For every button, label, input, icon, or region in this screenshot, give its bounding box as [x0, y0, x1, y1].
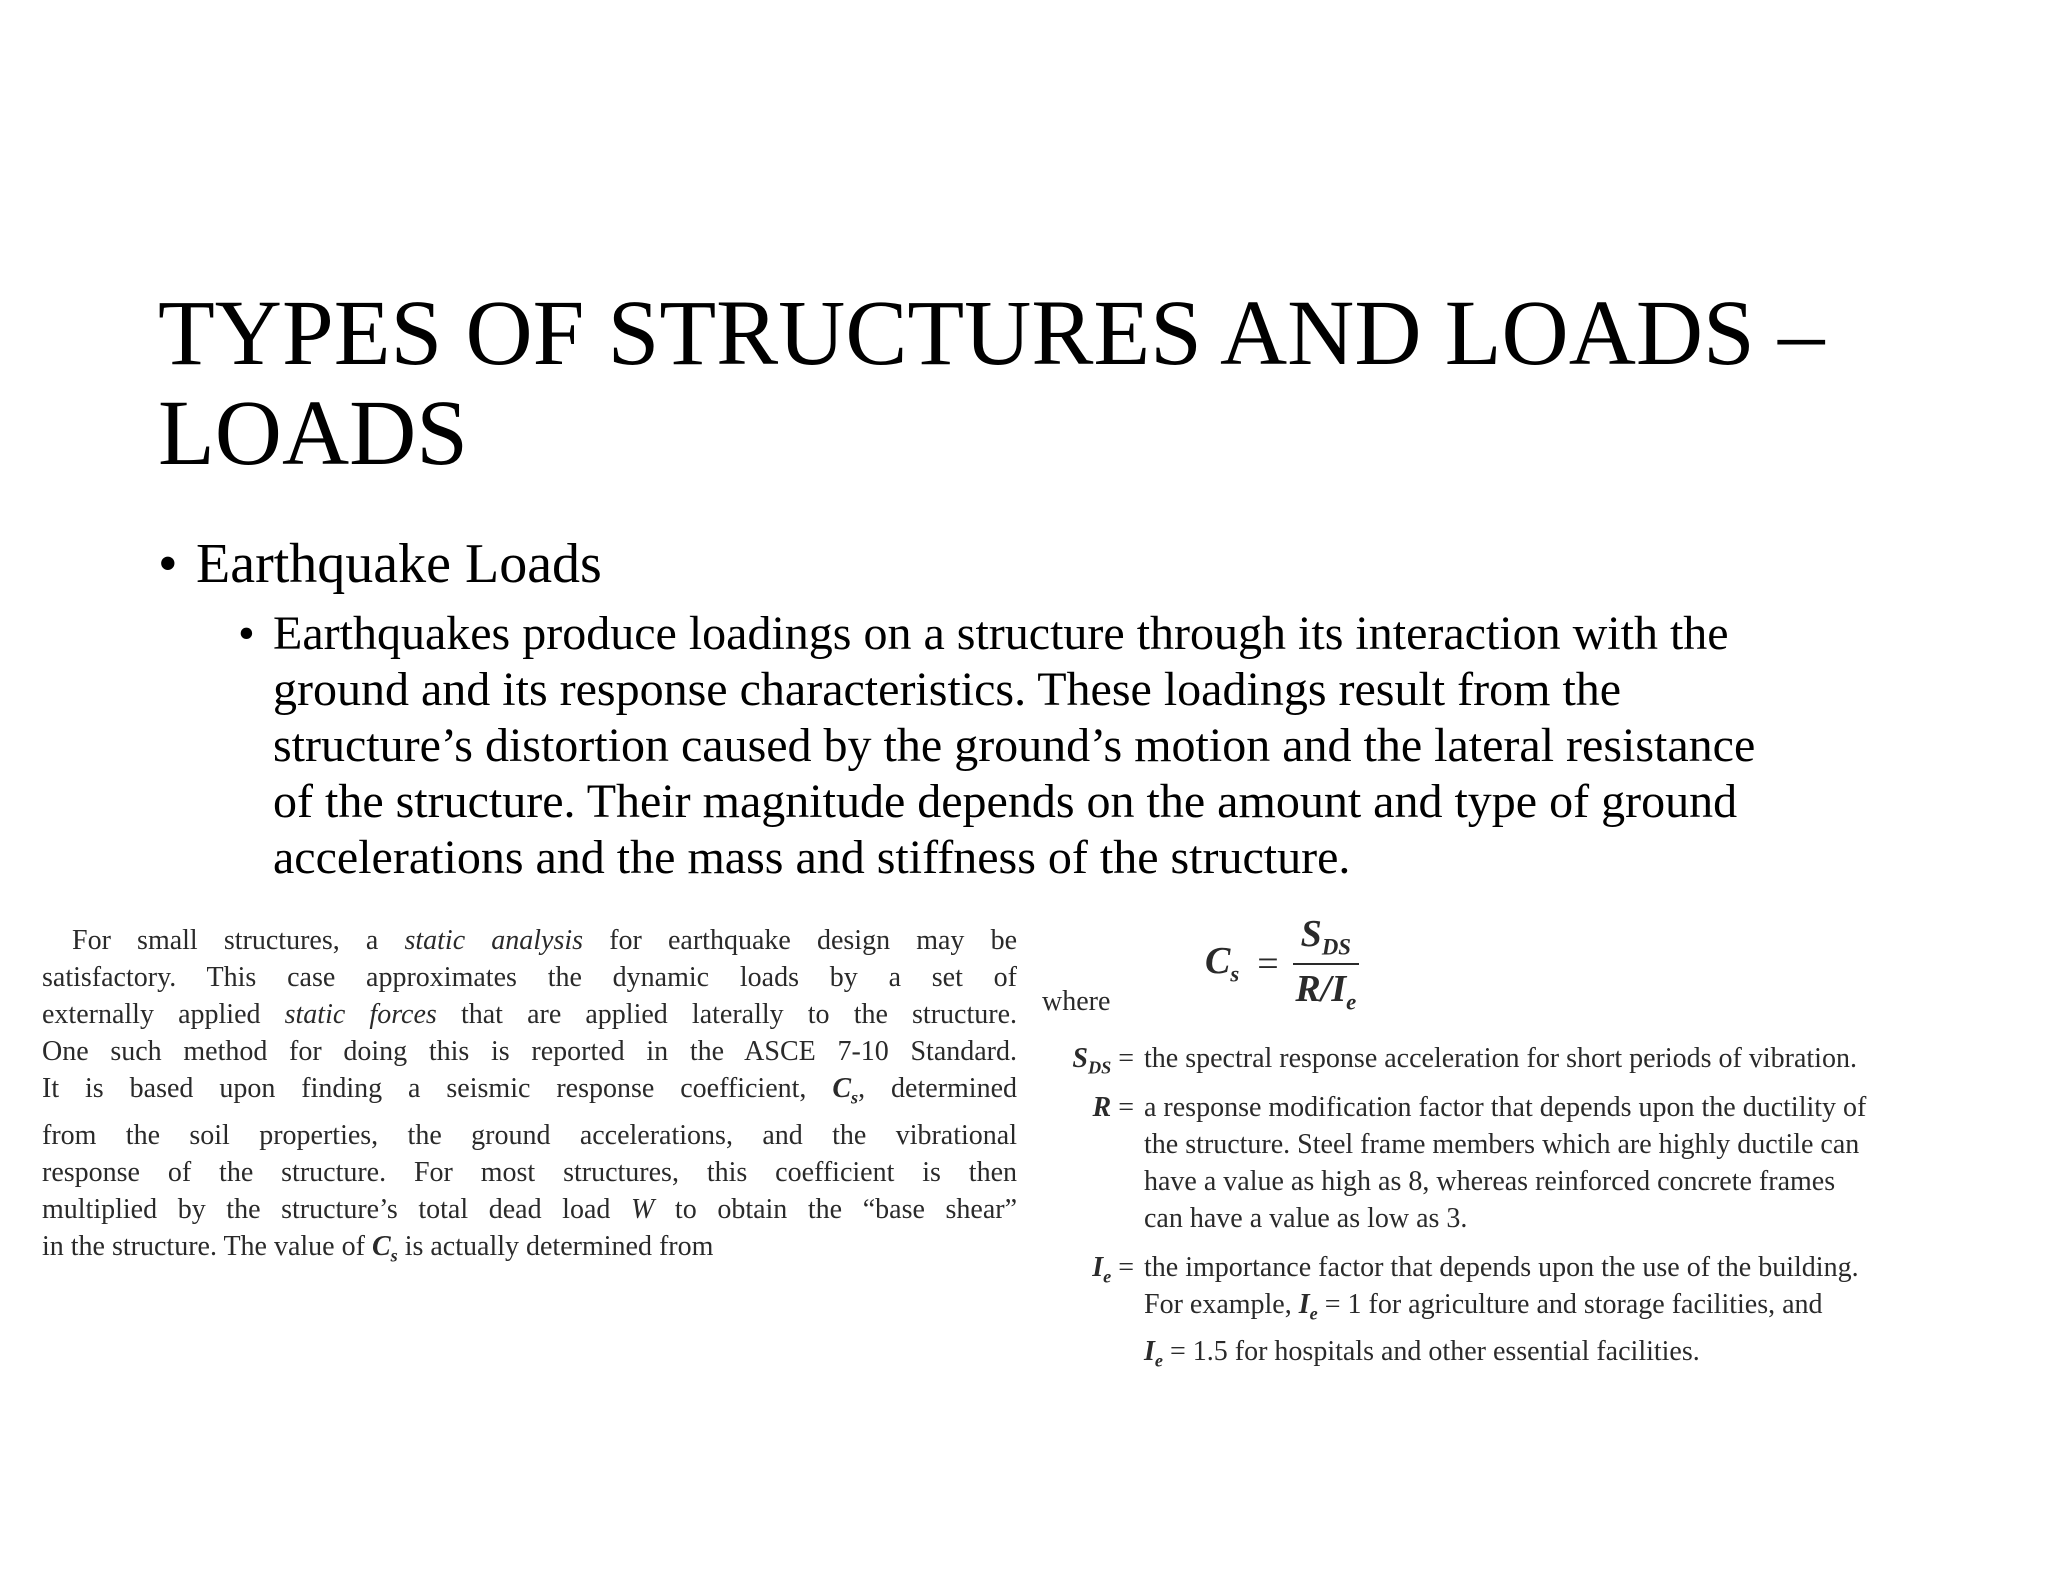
bullet-earthquake-loads	[158, 532, 602, 596]
equals-sign: =	[1257, 942, 1279, 985]
excerpt-line: multiplied by the structure’s total dead load W to obtain the “base shear”	[42, 1193, 1017, 1225]
term-sds: $S_{DS}$ =	[1072, 1043, 1134, 1078]
cs-symbol: $C_s$	[371, 1230, 398, 1266]
sub-bullet-glyph: •	[238, 607, 255, 660]
slide-title	[158, 284, 1938, 484]
term-ie: $I_e$ =	[1092, 1252, 1134, 1287]
bullet-glyph: •	[158, 533, 178, 595]
excerpt-line: externally applied static forces that are applied laterally to the structure.	[42, 999, 1017, 1030]
slide-title-line-1: TYPES OF STRUCTURES AND LOADS –	[158, 282, 1825, 385]
seismic-coefficient-equation	[1205, 912, 1359, 1015]
definition-ie: $I_e$ = the importance factor that depends upon the use of the building. For example, $I_e = 1$ for agriculture and storage facilities, and $I_e = 1.5$ for hospitals and other essential facilities.	[1042, 1249, 2002, 1379]
excerpt-line: It is based upon finding a seismic response coefficient, $C_s$, determined	[42, 1073, 1017, 1108]
equation-lhs: $C_s$	[1205, 940, 1240, 987]
definition-sds: $S_{DS}$ = the spectral response acceleration for short periods of vibration.	[1042, 1040, 2002, 1077]
excerpt-line: in the structure. The value of $C_s$ is actually determined from	[42, 1230, 714, 1266]
excerpt-line: response of the structure. For most structures, this coefficient is then	[42, 1156, 1017, 1188]
sub-bullet-description	[238, 606, 1958, 886]
cs-symbol: $C_s$	[832, 1073, 859, 1108]
fraction-numerator: $S_{DS}$	[1293, 912, 1359, 965]
bullet-label: Earthquake Loads	[196, 533, 602, 595]
equation-fraction	[1293, 912, 1359, 1015]
slide-title-line-2: LOADS	[158, 382, 469, 485]
sub-bullet-line: ground and its response characteristics. These loadings result from the	[273, 663, 1622, 716]
variable-definitions	[1042, 1040, 2002, 1391]
sub-bullet-line: of the structure. Their magnitude depends on the amount and type of ground	[273, 775, 1738, 828]
fraction-denominator: $R/I_e$	[1295, 967, 1357, 1015]
sub-bullet-line: structure’s distortion caused by the ground’s motion and the lateral resistance	[273, 719, 1756, 772]
sub-bullet-line: accelerations and the mass and stiffness of the structure.	[273, 831, 1351, 884]
where-label: where	[1042, 986, 1111, 1017]
sub-bullet-line: Earthquakes produce loadings on a structure through its interaction with the	[273, 607, 1729, 660]
excerpt-line: from the soil properties, the ground accelerations, and the vibrational	[42, 1119, 1017, 1151]
excerpt-line: satisfactory. This case approximates the dynamic loads by a set of	[42, 962, 1017, 993]
definition-r: R = a response modification factor that depends upon the ductility of the structure. Steel frame members which are highly ductile can have a value as high as 8, whereas reinforced concrete frames can have a value as low as 3.	[1042, 1089, 2002, 1237]
excerpt-line: One such method for doing this is reported in the ASCE 7-10 Standard.	[42, 1036, 1017, 1067]
term-r: R =	[1092, 1092, 1134, 1123]
textbook-excerpt-left	[42, 922, 1017, 1274]
excerpt-line: For small structures, a static analysis for earthquake design may be	[72, 925, 1017, 956]
